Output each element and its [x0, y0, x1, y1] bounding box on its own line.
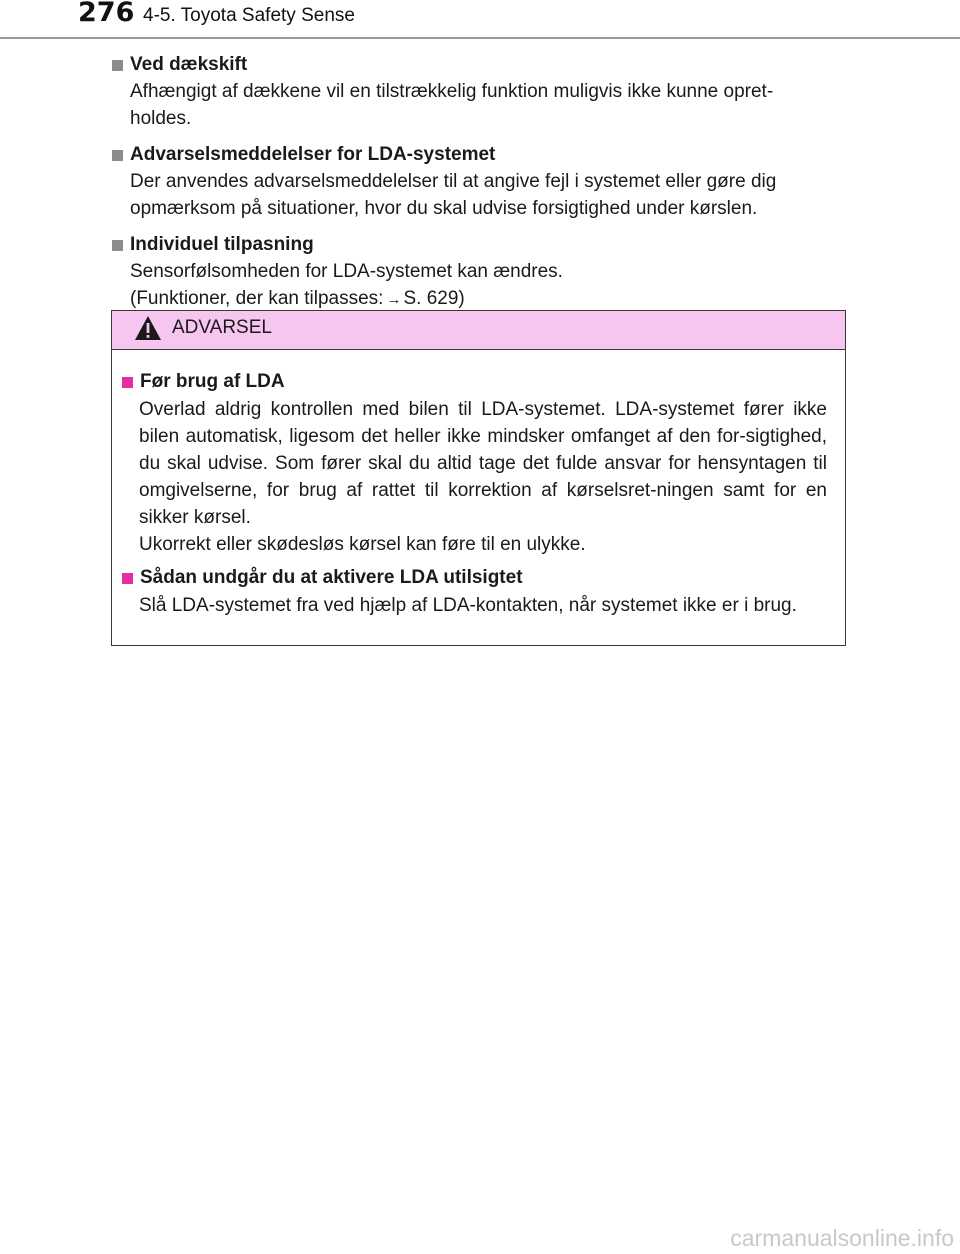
section-text: Sensorfølsomheden for LDA-systemet kan ændres.	[130, 261, 563, 282]
warning-section-title: Før brug af LDA	[140, 371, 285, 392]
chapter-title: 4-5. Toyota Safety Sense	[143, 5, 355, 26]
warning-section-before-use	[122, 368, 827, 558]
square-bullet-icon	[112, 60, 123, 71]
section-title: Advarselsmeddelelser for LDA-systemet	[130, 144, 496, 165]
section-tire-change	[112, 52, 848, 132]
warning-body	[112, 350, 845, 619]
section-warning-messages	[112, 142, 848, 222]
warning-section-text: Overlad aldrig kontrollen med bilen til LDA-systemet. LDA-systemet fører ikke bilen automatisk, ligesom det heller ikke mindsker omfanget af den for-sigtighed, du skal udvise. Som fører skal du altid tage det fulde ansvar for hensyntagen til omgivelserne, for brug af rattet til korrektion af kørselsret-ningen samt for en sikker kørsel.	[139, 399, 827, 528]
section-text: holdes.	[130, 108, 192, 129]
page-number: 276	[78, 0, 135, 28]
arrow-right-icon: →	[386, 291, 402, 308]
section-title: Individuel tilpasning	[130, 234, 314, 255]
square-bullet-icon	[112, 150, 123, 161]
section-customization	[112, 232, 848, 313]
main-content	[112, 52, 848, 323]
xref-prefix: (Funktioner, der kan tilpasses:	[130, 288, 384, 309]
square-bullet-icon	[122, 573, 133, 584]
section-title: Ved dækskift	[130, 54, 248, 75]
warning-section-text: Slå LDA-systemet fra ved hjælp af LDA-kontakten, når systemet ikke er i brug.	[139, 595, 797, 616]
warning-title: ADVARSEL	[172, 317, 272, 338]
page-header	[0, 0, 960, 40]
warning-section-title: Sådan undgår du at aktivere LDA utilsigtet	[140, 567, 523, 588]
header-divider	[0, 37, 960, 39]
warning-section-avoid-activation	[122, 564, 827, 619]
warning-header	[112, 311, 845, 350]
watermark: carmanualsonline.info	[730, 1225, 954, 1251]
section-text: Der anvendes advarselsmeddelelser til at angive fejl i systemet eller gøre dig	[130, 171, 777, 192]
section-text: opmærksom på situationer, hvor du skal udvise forsigtighed under kørslen.	[130, 198, 758, 219]
warning-box	[111, 310, 846, 646]
warning-section-text: Ukorrekt eller skødesløs kørsel kan føre til en ulykke.	[139, 534, 586, 555]
square-bullet-icon	[122, 377, 133, 388]
cross-reference	[130, 285, 848, 313]
warning-triangle-icon	[134, 315, 162, 341]
section-text: Afhængigt af dækkene vil en tilstrækkelig funktion muligvis ikke kunne opret-	[130, 81, 774, 102]
xref-link[interactable]: S. 629)	[403, 288, 465, 309]
square-bullet-icon	[112, 240, 123, 251]
